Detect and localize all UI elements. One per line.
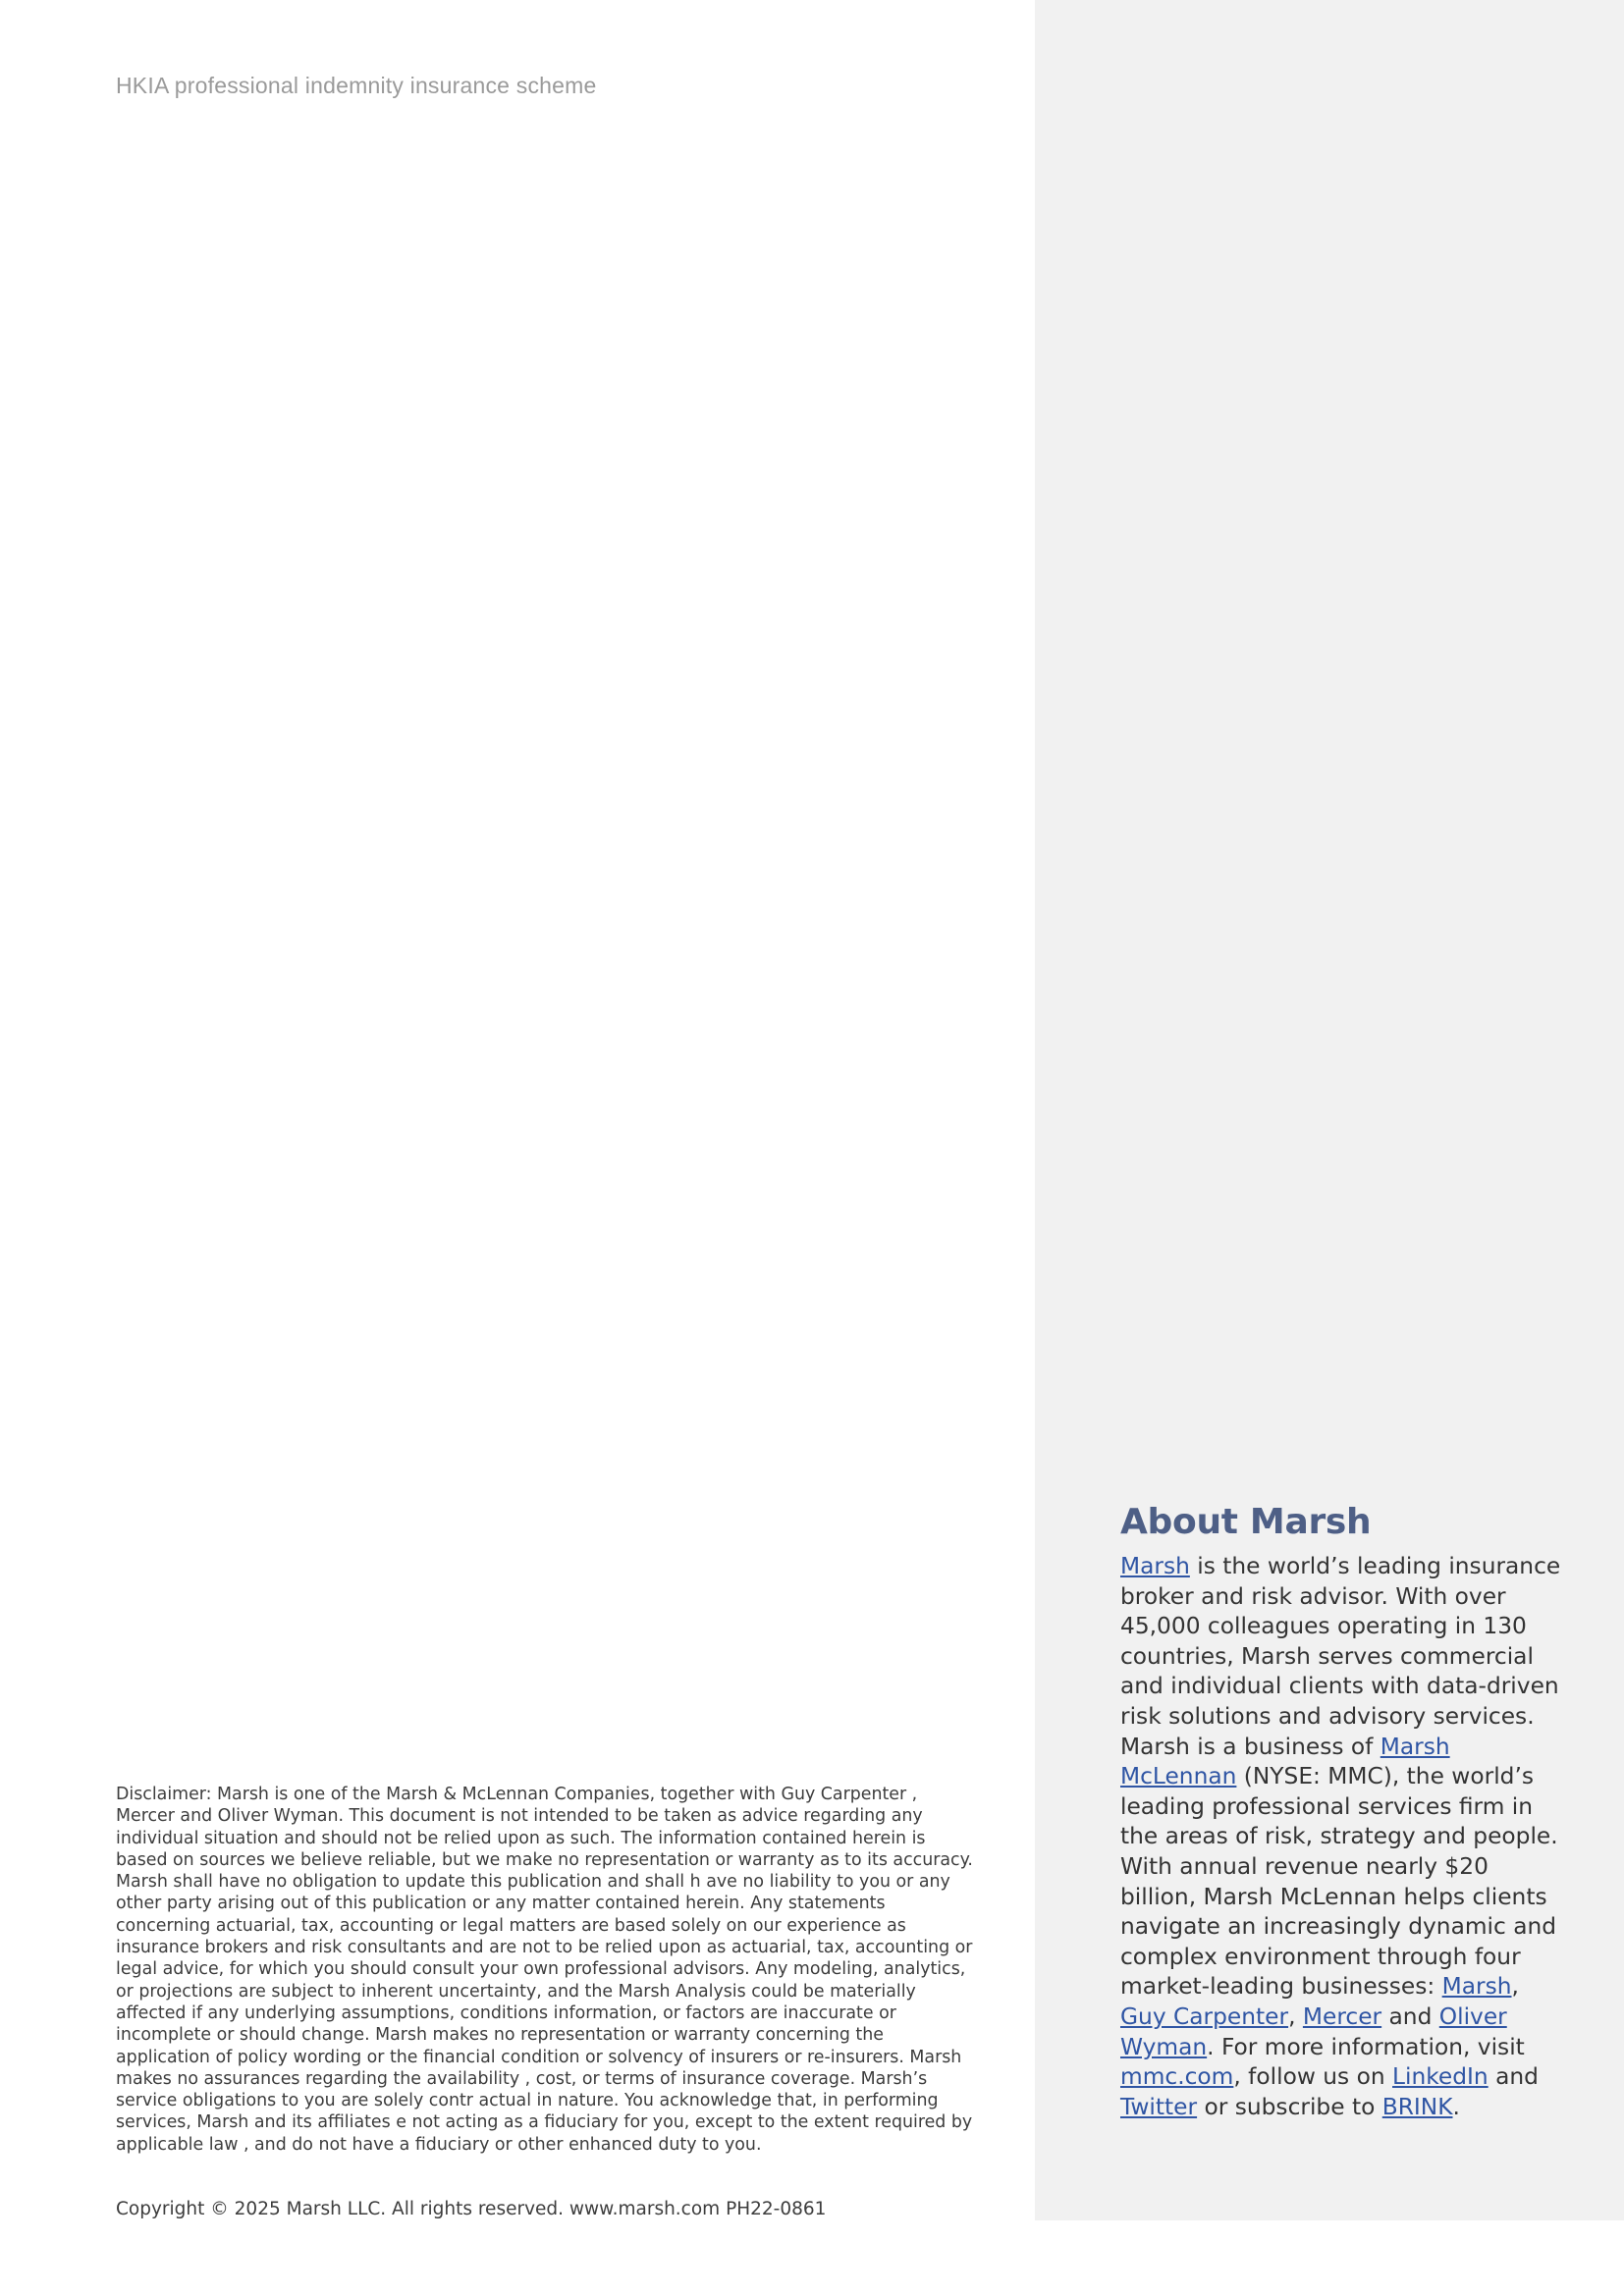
about-text: or subscribe to bbox=[1197, 2093, 1382, 2120]
disclaimer-text: Disclaimer: Marsh is one of the Marsh & McLennan Companies, together with Guy Carpenter , Mercer and Oliver Wyman. This document is not intended to be taken as advice regarding any individual situation and should not be relied upon as such. The information contained herein is based on sources we believe reliable, but we make no representation or warranty as to its accuracy. Marsh shall have no obligation to update this publication and shall h ave no liability to you or any other party arising out of this publication or any matter contained herein. Any statements concerning actuarial, tax, accounting or legal matters are based solely on our experience as insurance brokers and risk consultants and are not to be relied upon as actuarial, tax, accounting or legal advice, for which you should consult your own professional advisors. Any modeling, analytics, or projections are subject to inherent uncertainty, and the Marsh Analysis could be materially affected if any underlying assumptions, conditions information, or factors are inaccurate or incomplete or should change. Marsh makes no representation or warranty concerning the application of policy wording or the financial condition or solvency of insurers or re-insurers. Marsh makes no assurances regarding the availability , cost, or terms of insurance coverage. Marsh’s service obligations to you are solely contr actual in nature. You acknowledge that, in performing services, Marsh and its affiliates e not acting as a fiduciary for you, except to the extent required by applicable law , and do not have a fiduciary or other enhanced duty to you. bbox=[116, 1785, 973, 2155]
linkedin-link[interactable]: LinkedIn bbox=[1392, 2063, 1489, 2091]
marsh-business-link[interactable]: Marsh bbox=[1441, 1973, 1512, 2001]
oliver-wyman-link[interactable]: Oliver Wyman bbox=[1120, 2002, 1507, 2060]
mercer-link[interactable]: Mercer bbox=[1302, 2002, 1382, 2030]
brink-link[interactable]: BRINK bbox=[1381, 2093, 1453, 2120]
about-heading: About Marsh bbox=[1120, 1502, 1372, 1542]
about-body-text bbox=[1120, 1552, 1562, 2122]
about-text: . bbox=[1452, 2093, 1460, 2120]
twitter-link[interactable]: Twitter bbox=[1120, 2093, 1198, 2120]
copyright-text: Copyright © 2025 Marsh LLC. All rights reserved. www.marsh.com PH22-0861 bbox=[116, 2199, 827, 2219]
about-text: , bbox=[1511, 1973, 1519, 2001]
marsh-link[interactable]: Marsh bbox=[1120, 1553, 1190, 1579]
guy-carpenter-link[interactable]: Guy Carpenter bbox=[1120, 2002, 1289, 2030]
about-text: and bbox=[1488, 2063, 1539, 2091]
marsh-mclennan-link[interactable]: Marsh McLennan bbox=[1120, 1733, 1450, 1790]
about-text: . For more information, visit bbox=[1207, 2033, 1525, 2060]
about-text: , bbox=[1288, 2002, 1303, 2030]
about-text: , follow us on bbox=[1233, 2063, 1393, 2091]
mmc-com-link[interactable]: mmc.com bbox=[1120, 2063, 1234, 2091]
document-header-title: HKIA professional indemnity insurance scheme bbox=[116, 73, 597, 98]
about-text: and bbox=[1381, 2002, 1439, 2030]
about-marsh-section bbox=[1120, 1502, 1562, 2122]
about-text: is the world’s leading insurance broker and risk advisor. With over 45,000 colleagues operating in 130 countries, Marsh serves commercial and individual clients with data-driven risk solutions and advisory services. Marsh is a business of bbox=[1120, 1553, 1561, 1760]
about-text: (NYSE: MMC), the world’s leading professional services firm in the areas of risk, strategy and people. With annual revenue nearly $20 billion, Marsh McLennan helps clients navigate an increasingly dynamic and complex environment through four market-leading businesses: bbox=[1120, 1763, 1558, 2001]
